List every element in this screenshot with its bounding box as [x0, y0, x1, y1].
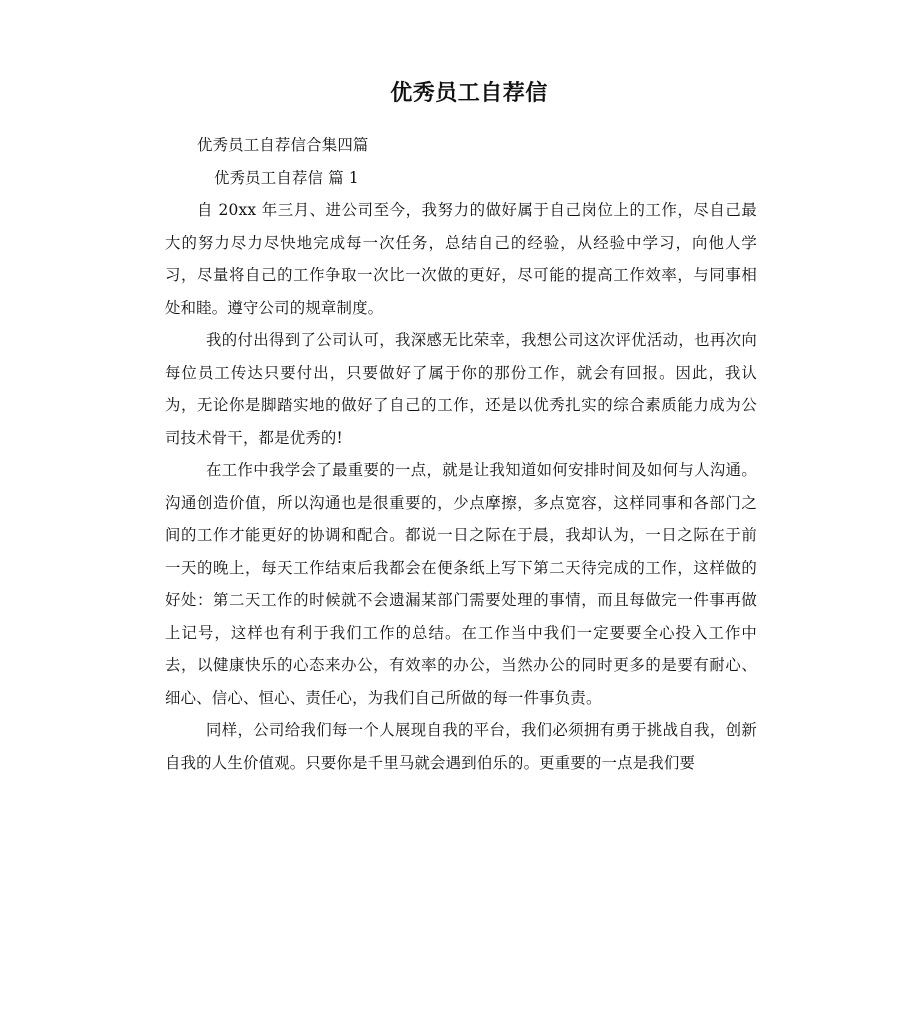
document-subtitle: 优秀员工自荐信合集四篇	[197, 136, 369, 154]
paragraph-4: 同样，公司给我们每一个人展现自我的平台，我们必须拥有勇于挑战自我，创新自我的人生价值观。只要你是千里马就会遇到伯乐的。更重要的一点是我们要	[165, 721, 757, 772]
paragraph-2: 我的付出得到了公司认可，我深感无比荣幸，我想公司这次评优活动，也再次向每位员工传达只要付出，只要做好了属于你的那份工作，就会有回报。因此，我认为，无论你是脚踏实地的做好了自己的工作，还是以优秀扎实的综合素质能力成为公司技术骨干，都是优秀的!	[165, 331, 757, 447]
section-heading: 优秀员工自荐信 篇 1	[214, 168, 359, 187]
page-title: 优秀员工自荐信	[390, 80, 548, 106]
document-body	[165, 129, 757, 779]
paragraph-3: 在工作中我学会了最重要的一点，就是让我知道如何安排时间及如何与人沟通。沟通创造价值，所以沟通也是很重要的，少点摩擦，多点宽容，这样同事和各部门之间的工作才能更好的协调和配合。都说一日之际在于晨，我却认为，一日之际在于前一天的晚上，每天工作结束后我都会在便条纸上写下第二天待完成的工作，这样做的好处：第二天工作的时候就不会遗漏某部门需要处理的事情，而且每做完一件事再做上记号，这样也有利于我们工作的总结。在工作当中我们一定要要全心投入工作中去，以健康快乐的心态来办公，有效率的办公，当然办公的同时更多的是要有耐心、细心、信心、恒心、责任心，为我们自己所做的每一件事负责。	[165, 461, 757, 707]
paragraph-1: 自 20xx 年三月、进公司至今，我努力的做好属于自己岗位上的工作，尽自己最大的努力尽力尽快地完成每一次任务，总结自己的经验，从经验中学习，向他人学习，尽量将自己的工作争取一次比一次做的更好，尽可能的提高工作效率，与同事相处和睦。遵守公司的规章制度。	[165, 201, 757, 317]
